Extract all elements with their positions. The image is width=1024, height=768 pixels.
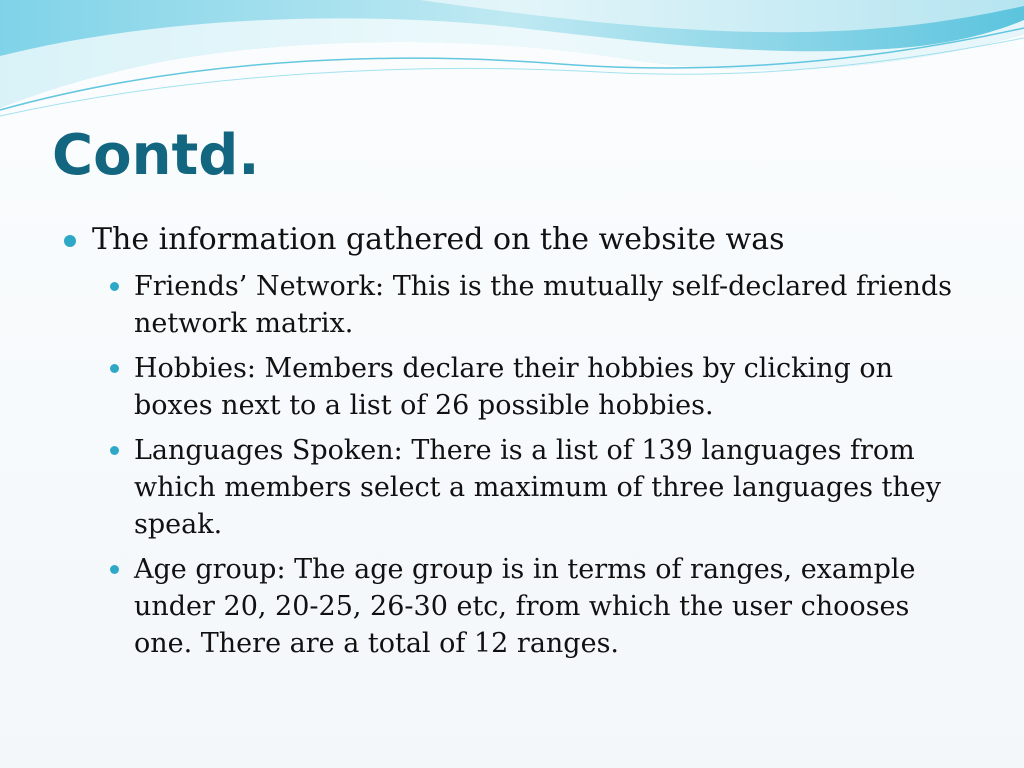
- header-wave-decoration: [0, 0, 1024, 130]
- bullet-text: The information gathered on the website was: [92, 222, 785, 257]
- slide-body: [62, 220, 962, 670]
- sub-bullet-friends-network: [108, 268, 962, 342]
- bullet-level-1: [62, 220, 962, 260]
- sub-bullet-text: Friends’ Network: This is the mutually self-declared friends network matrix.: [134, 271, 953, 339]
- slide-title: Contd.: [52, 123, 260, 188]
- bullet-dot-icon: [110, 282, 119, 291]
- bullet-dot-icon: [64, 235, 76, 247]
- sub-bullet-list: [62, 268, 962, 662]
- sub-bullet-text: Age group: The age group is in terms of ranges, example under 20, 20-25, 26-30 etc, from which the user chooses one. There are a total of 12 ranges.: [134, 554, 916, 659]
- sub-bullet-age-group: [108, 551, 962, 662]
- bullet-dot-icon: [110, 446, 119, 455]
- sub-bullet-text: Languages Spoken: There is a list of 139 languages from which members select a maximum of three languages they speak.: [134, 435, 942, 540]
- sub-bullet-languages: [108, 432, 962, 543]
- sub-bullet-text: Hobbies: Members declare their hobbies by clicking on boxes next to a list of 26 possible hobbies.: [134, 353, 894, 421]
- bullet-dot-icon: [110, 364, 119, 373]
- bullet-dot-icon: [110, 565, 119, 574]
- sub-bullet-hobbies: [108, 350, 962, 424]
